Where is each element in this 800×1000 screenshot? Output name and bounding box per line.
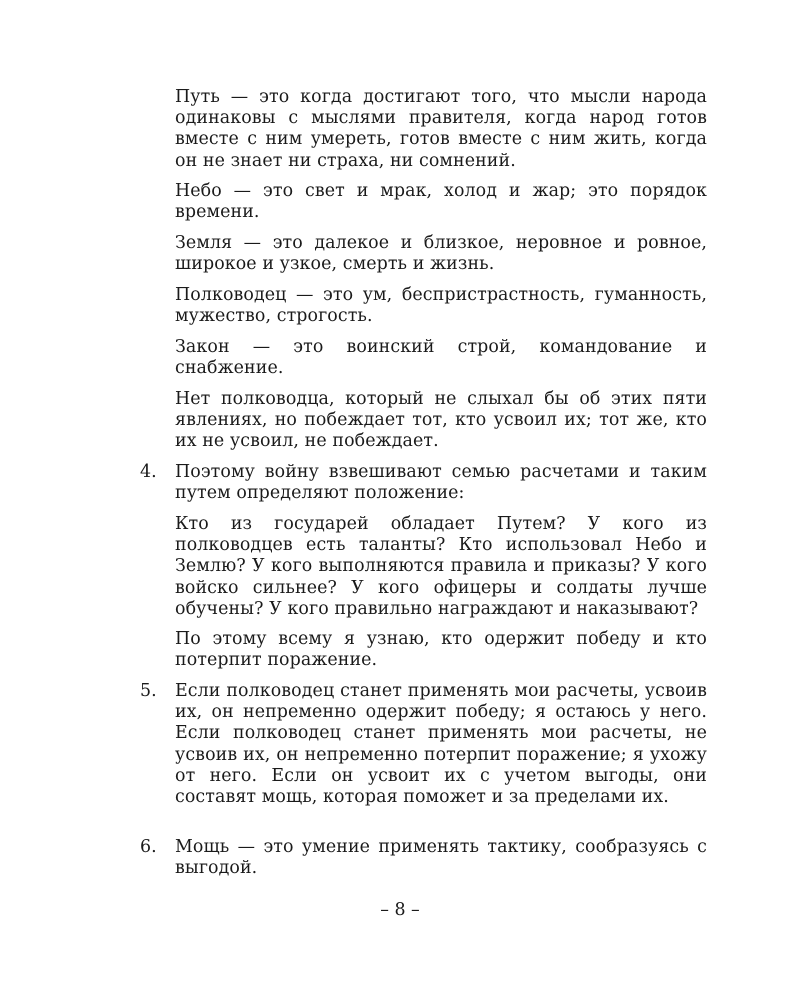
paragraph-earth: Земля — это далекое и близкое, неровное и ровное, широкое и узкое, смерть и жизнь. [175, 233, 707, 275]
paragraph-commander: Полководец — это ум, беспристрастность, гуманность, мужество, строгость. [175, 285, 707, 327]
paragraph-five-phenomena: Нет полководца, который не слыхал бы об этих пяти явлениях, но побеждает тот, кто усвоил их; тот же, кто их не усвоил, не побеждает. [175, 389, 707, 452]
item-number-4: 4. [140, 462, 157, 482]
paragraph-path: Путь — это когда достигают того, что мысли народа одинаковы с мыслями правителя, когда народ готов вместе с ним умереть, готов вместе с ним жить, когда он не знает ни страха, ни сомнений. [175, 87, 707, 171]
page-number: – 8 – [380, 900, 420, 920]
item-number-5: 5. [140, 681, 157, 701]
paragraph-item-5: Если полководец станет применять мои расчеты, усвоив их, он непременно одержит победу; я остаюсь у него. Если полководец станет применять мои расчеты, не усвоив их, он непременно потерпит поражение; я ухожу от него. Если он усвоит их с учетом выгоды, они составят мощь, которая поможет и за пределами их. [175, 681, 707, 808]
paragraph-item-4-questions: Кто из государей обладает Путем? У кого из полководцев есть таланты? Кто использовал Небо и Землю? У кого выполняются правила и приказы? У кого войско сильнее? У кого офицеры и солдаты лучше обучены? У кого правильно награждают и наказывают? [175, 514, 707, 619]
item-number-6: 6. [140, 837, 157, 857]
paragraph-item-4: Поэтому войну взвешивают семью расчетами и таким путем определяют положение: [175, 462, 707, 504]
paragraph-law: Закон — это воинский строй, командование и снабжение. [175, 337, 707, 379]
paragraph-item-6: Мощь — это умение применять тактику, сообразуясь с выгодой. [175, 837, 707, 879]
paragraph-heaven: Небо — это свет и мрак, холод и жар; это порядок времени. [175, 181, 707, 223]
paragraph-item-4-conclusion: По этому всему я узнаю, кто одержит победу и кто потерпит поражение. [175, 629, 707, 671]
